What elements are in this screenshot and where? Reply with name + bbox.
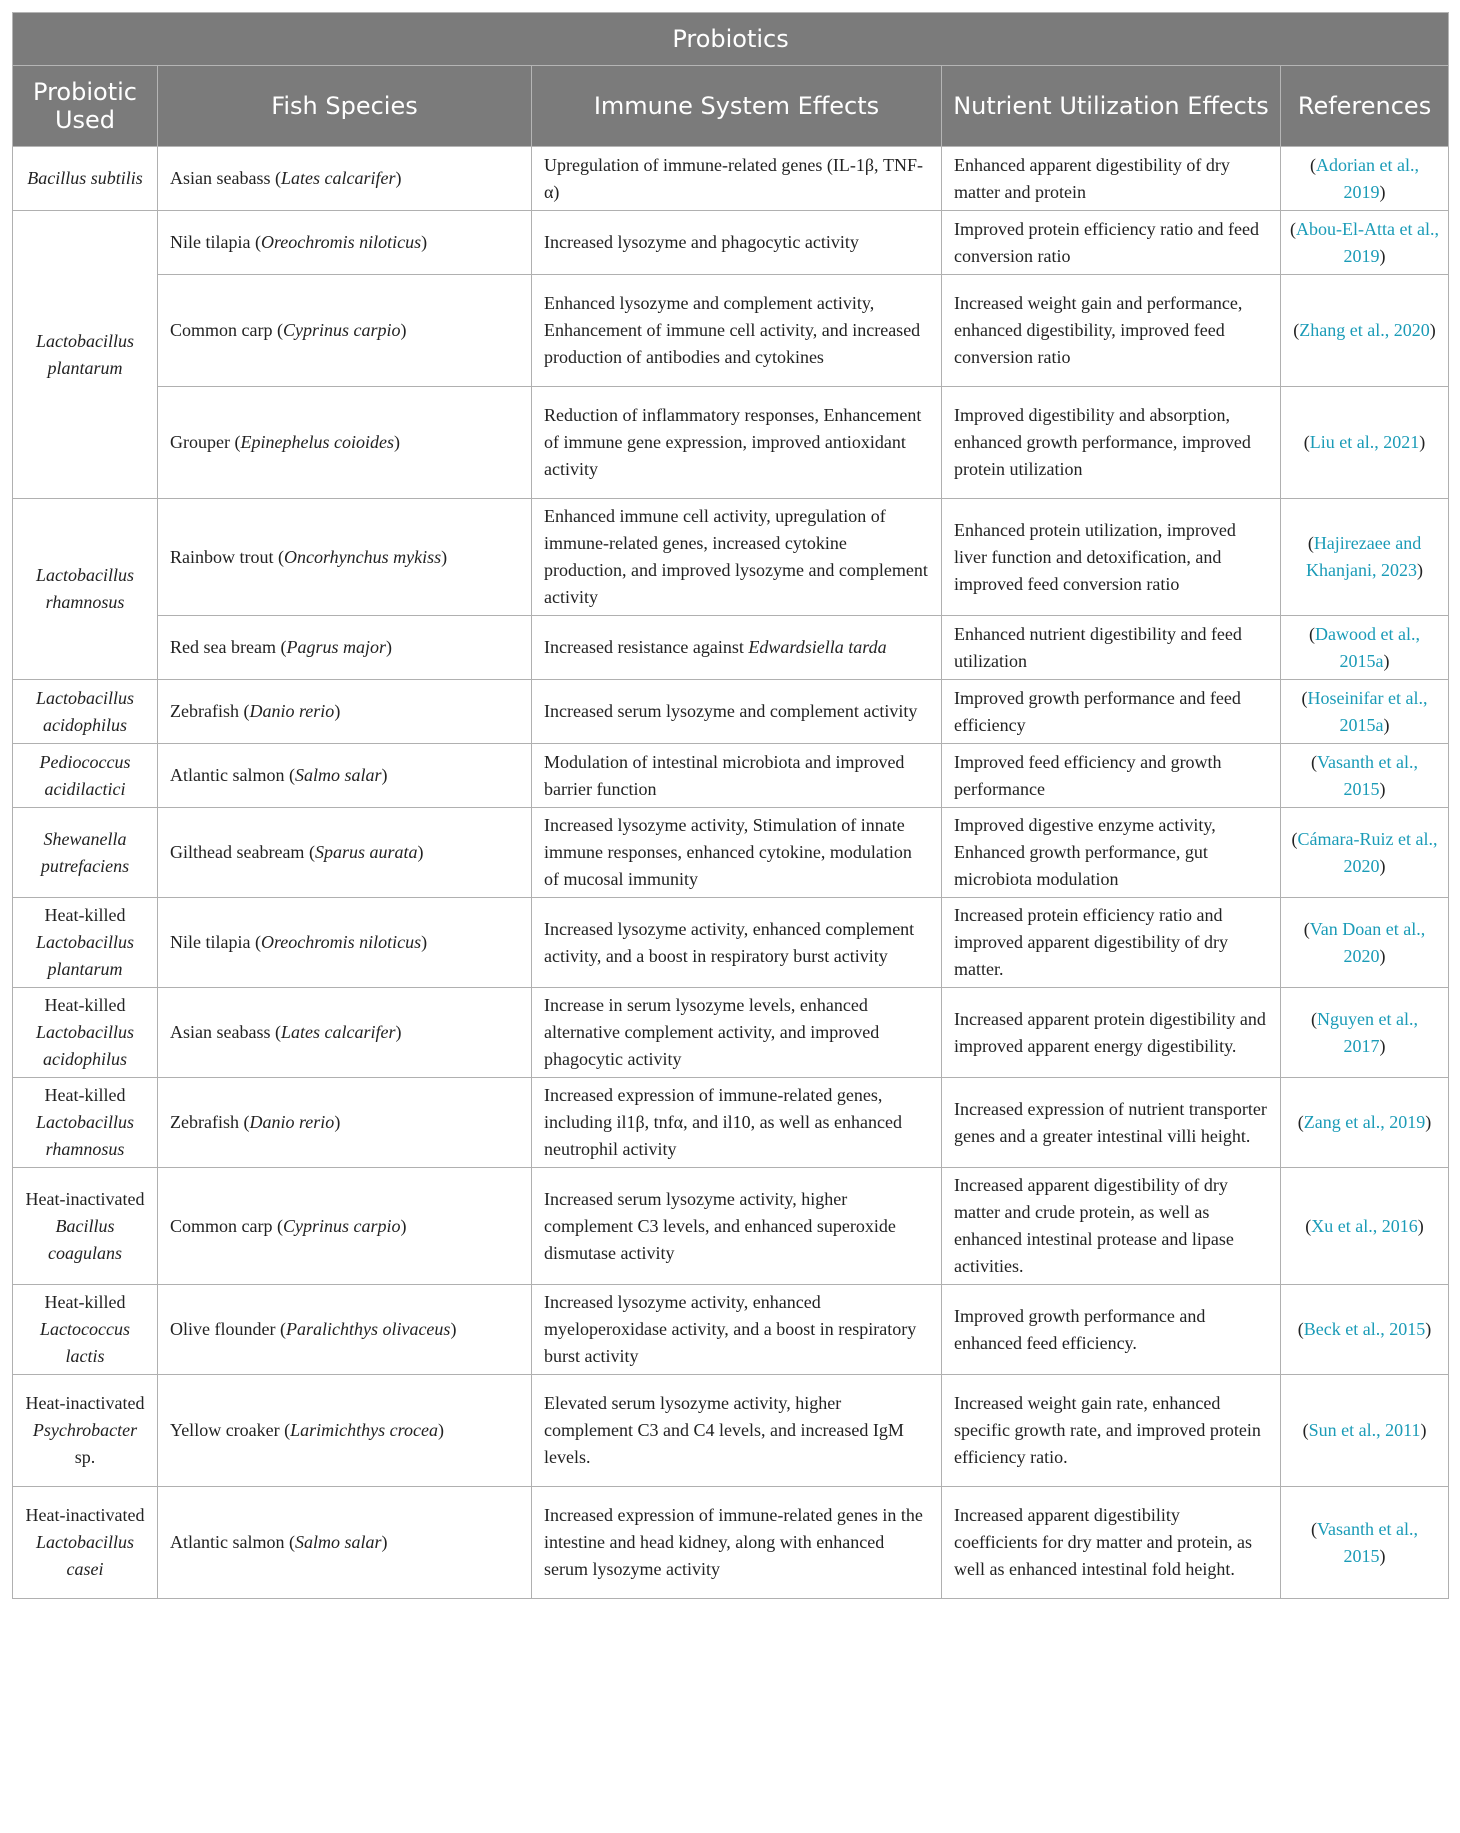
immune-text: Enhanced lysozyme and complement activity, Enhancement of immune cell activity, and increased production of antibodies and cytokines xyxy=(544,293,921,367)
immune-effects-cell xyxy=(532,499,942,616)
reference-paren-open: ( xyxy=(1309,623,1316,644)
reference-link[interactable]: Hoseinifar et al., 2015a xyxy=(1307,687,1428,735)
reference-link[interactable]: Zang et al., 2019 xyxy=(1303,1112,1426,1132)
probiotic-name: Bacillus coagulans xyxy=(48,1215,122,1263)
header-references: References xyxy=(1281,66,1449,147)
reference-cell xyxy=(1281,616,1449,680)
fish-species-cell xyxy=(158,275,532,387)
species-common: Zebrafish ( xyxy=(170,1112,250,1132)
probiotic-cell xyxy=(13,680,158,744)
species-close: ) xyxy=(393,432,400,452)
species-common: Asian seabass ( xyxy=(170,1022,281,1042)
fish-species-cell xyxy=(158,1078,532,1168)
table-row xyxy=(13,1285,1449,1375)
immune-text: Increased serum lysozyme and complement activity xyxy=(544,701,918,721)
reference-cell xyxy=(1281,211,1449,275)
reference-link[interactable]: Sun et al., 2011 xyxy=(1308,1420,1421,1440)
species-latin: Epinephelus coioides xyxy=(240,432,394,452)
immune-text: Increased lysozyme activity, enhanced myeloperoxidase activity, and a boost in respiratory burst activity xyxy=(544,1292,917,1366)
species-close: ) xyxy=(381,765,388,785)
reference-cell xyxy=(1281,680,1449,744)
immune-effects-cell xyxy=(532,1487,942,1599)
probiotic-cell xyxy=(13,499,158,680)
species-common: Olive flounder ( xyxy=(170,1319,286,1339)
species-common: Atlantic salmon ( xyxy=(170,765,295,785)
probiotic-prefix: Heat-inactivated xyxy=(25,1188,145,1209)
reference-paren-open: ( xyxy=(1307,533,1314,553)
table-row xyxy=(13,680,1449,744)
reference-paren-close: ) xyxy=(1417,560,1424,580)
reference-link[interactable]: Xu et al., 2016 xyxy=(1311,1215,1418,1236)
reference-link[interactable]: Hajirezaee and Khanjani, 2023 xyxy=(1306,533,1422,580)
reference-paren-close: ) xyxy=(1425,1319,1432,1339)
probiotic-cell xyxy=(13,211,158,499)
probiotic-name: Psychrobacter xyxy=(32,1420,138,1440)
species-latin: Sparus aurata xyxy=(314,842,418,862)
immune-text: Increased lysozyme activity, enhanced complement activity, and a boost in respiratory burst activity xyxy=(544,918,915,966)
table-row xyxy=(13,744,1449,808)
reference-paren-close: ) xyxy=(1425,1112,1432,1132)
reference-link[interactable]: Vasanth et al., 2015 xyxy=(1317,751,1419,799)
reference-link[interactable]: Adorian et al., 2019 xyxy=(1316,154,1420,202)
probiotics-table xyxy=(12,12,1449,1599)
immune-effects-cell xyxy=(532,1375,942,1487)
reference-paren-close: ) xyxy=(1420,1420,1427,1440)
nutrient-effects-cell: Improved digestibility and absorption, enhanced growth performance, improved protein utilization xyxy=(942,387,1281,499)
nutrient-effects-cell: Improved protein efficiency ratio and feed conversion ratio xyxy=(942,211,1281,275)
species-common: Red sea bream ( xyxy=(170,637,287,657)
nutrient-effects-cell: Increased weight gain and performance, enhanced digestibility, improved feed conversion ratio xyxy=(942,275,1281,387)
immune-effects-cell xyxy=(532,616,942,680)
immune-text: Increase in serum lysozyme levels, enhanced alternative complement activity, and improved phagocytic activity xyxy=(544,995,880,1069)
reference-paren-open: ( xyxy=(1311,1008,1318,1029)
reference-paren-close: ) xyxy=(1379,245,1386,266)
species-common: Common carp ( xyxy=(170,320,283,340)
probiotic-cell xyxy=(13,1285,158,1375)
reference-paren-close: ) xyxy=(1379,1545,1386,1566)
nutrient-effects-cell: Enhanced nutrient digestibility and feed utilization xyxy=(942,616,1281,680)
immune-text: Enhanced immune cell activity, upregulation of immune-related genes, increased cytokine production, and improved lysozyme and complement activity xyxy=(544,506,928,607)
probiotic-name: Bacillus subtilis xyxy=(27,168,143,188)
reference-cell xyxy=(1281,499,1449,616)
reference-cell xyxy=(1281,744,1449,808)
probiotic-name: Lactobacillus casei xyxy=(36,1532,134,1579)
probiotic-name: Lactobacillus acidophilus xyxy=(36,1022,134,1069)
species-close: ) xyxy=(421,232,428,252)
reference-paren-close: ) xyxy=(1419,432,1426,452)
species-latin: Oncorhynchus mykiss xyxy=(284,546,442,567)
species-close: ) xyxy=(400,320,407,340)
immune-effects-cell xyxy=(532,147,942,211)
species-latin: Cyprinus carpio xyxy=(282,1215,401,1236)
reference-paren-open: ( xyxy=(1297,1112,1304,1132)
reference-paren-close: ) xyxy=(1379,1035,1386,1056)
fish-species-cell xyxy=(158,1285,532,1375)
species-common: Atlantic salmon ( xyxy=(170,1532,295,1552)
nutrient-effects-cell: Increased apparent protein digestibility and improved apparent energy digestibility. xyxy=(942,988,1281,1078)
reference-link[interactable]: Dawood et al., 2015a xyxy=(1315,623,1421,671)
reference-cell xyxy=(1281,898,1449,988)
immune-text: Reduction of inflammatory responses, Enhancement of immune gene expression, improved antioxidant activity xyxy=(544,405,922,479)
probiotics-table-container xyxy=(12,12,1448,1599)
reference-paren-open: ( xyxy=(1293,320,1300,340)
species-latin: Lates calcarifer xyxy=(280,1022,396,1042)
table-body xyxy=(13,147,1449,1599)
immune-text: Modulation of intestinal microbiota and improved barrier function xyxy=(544,751,905,799)
reference-paren-close: ) xyxy=(1379,945,1386,966)
reference-paren-close: ) xyxy=(1379,855,1386,876)
species-close: ) xyxy=(381,1532,388,1552)
species-latin: Oreochromis niloticus xyxy=(260,232,422,252)
reference-link[interactable]: Nguyen et al., 2017 xyxy=(1317,1008,1419,1056)
immune-text: Increased lysozyme activity, Stimulation of innate immune responses, enhanced cytokine, modulation of mucosal immunity xyxy=(544,815,912,889)
table-row xyxy=(13,616,1449,680)
reference-paren-open: ( xyxy=(1303,918,1310,939)
nutrient-effects-cell: Improved digestive enzyme activity, Enhanced growth performance, gut microbiota modulation xyxy=(942,808,1281,898)
species-latin: Salmo salar xyxy=(294,765,382,785)
immune-text: Increased expression of immune-related genes, including il1β, tnfα, and il10, as well as enhanced neutrophil activity xyxy=(544,1085,903,1159)
reference-cell xyxy=(1281,147,1449,211)
species-close: ) xyxy=(450,1319,457,1339)
nutrient-effects-cell: Increased apparent digestibility of dry matter and crude protein, as well as enhanced intestinal protease and lipase activities. xyxy=(942,1168,1281,1285)
species-close: ) xyxy=(437,1420,444,1440)
probiotic-name: Lactobacillus rhamnosus xyxy=(36,1112,134,1159)
immune-effects-cell xyxy=(532,988,942,1078)
species-close: ) xyxy=(441,546,448,567)
immune-text: Increased resistance against xyxy=(544,637,749,657)
immune-effects-cell xyxy=(532,744,942,808)
table-row xyxy=(13,275,1449,387)
immune-text: Elevated serum lysozyme activity, higher complement C3 and C4 levels, and increased IgM levels. xyxy=(544,1393,904,1467)
species-latin: Danio rerio xyxy=(249,1112,335,1132)
probiotic-prefix: Heat-killed xyxy=(44,995,126,1015)
reference-paren-open: ( xyxy=(1302,1420,1309,1440)
species-common: Rainbow trout ( xyxy=(170,546,284,567)
table-row xyxy=(13,499,1449,616)
immune-text: Increased expression of immune-related genes in the intestine and head kidney, along with enhanced serum lysozyme activity xyxy=(544,1505,923,1579)
reference-paren-open: ( xyxy=(1291,828,1298,849)
reference-paren-open: ( xyxy=(1305,1215,1312,1236)
immune-text: Increased serum lysozyme activity, higher complement C3 levels, and enhanced superoxide dismutase activity xyxy=(544,1188,896,1263)
species-latin: Paralichthys olivaceus xyxy=(285,1319,451,1339)
table-title-row xyxy=(13,13,1449,66)
probiotic-cell xyxy=(13,147,158,211)
reference-paren-close: ) xyxy=(1383,650,1390,671)
probiotic-name: Lactobacillus acidophilus xyxy=(36,687,134,735)
table-row xyxy=(13,1168,1449,1285)
probiotic-cell xyxy=(13,1487,158,1599)
immune-effects-cell xyxy=(532,680,942,744)
probiotic-prefix: Heat-inactivated xyxy=(25,1393,145,1413)
species-close: ) xyxy=(334,1112,341,1132)
nutrient-effects-cell: Increased weight gain rate, enhanced specific growth rate, and improved protein efficiency ratio. xyxy=(942,1375,1281,1487)
immune-text: Upregulation of immune-related genes (IL-1β, TNF-α) xyxy=(544,154,924,202)
table-row xyxy=(13,808,1449,898)
probiotic-cell xyxy=(13,1078,158,1168)
fish-species-cell xyxy=(158,147,532,211)
reference-paren-close: ) xyxy=(1383,714,1390,735)
species-latin: Lates calcarifer xyxy=(280,168,396,188)
nutrient-effects-cell: Enhanced apparent digestibility of dry matter and protein xyxy=(942,147,1281,211)
probiotic-suffix: sp. xyxy=(74,1447,96,1467)
fish-species-cell xyxy=(158,680,532,744)
immune-effects-cell xyxy=(532,1168,942,1285)
reference-link[interactable]: Cámara-Ruiz et al., 2020 xyxy=(1297,828,1438,876)
reference-link[interactable]: Van Doan et al., 2020 xyxy=(1309,918,1426,966)
reference-cell xyxy=(1281,387,1449,499)
reference-paren-close: ) xyxy=(1417,1215,1424,1236)
species-close: ) xyxy=(395,1022,402,1042)
reference-link[interactable]: Vasanth et al., 2015 xyxy=(1317,1518,1419,1566)
fish-species-cell xyxy=(158,499,532,616)
species-latin: Danio rerio xyxy=(249,701,335,721)
immune-italic: Edwardsiella tarda xyxy=(748,637,887,657)
reference-cell xyxy=(1281,808,1449,898)
species-latin: Pagrus major xyxy=(286,637,386,657)
probiotic-cell xyxy=(13,808,158,898)
immune-effects-cell xyxy=(532,898,942,988)
fish-species-cell xyxy=(158,1487,532,1599)
table-row xyxy=(13,1487,1449,1599)
reference-paren-close: ) xyxy=(1379,181,1386,202)
reference-link[interactable]: Zhang et al., 2020 xyxy=(1299,320,1430,340)
probiotic-prefix: Heat-killed xyxy=(44,1085,126,1105)
species-latin: Salmo salar xyxy=(294,1532,382,1552)
species-common: Asian seabass ( xyxy=(170,168,281,188)
probiotic-name: Pediococcus acidilactici xyxy=(39,751,131,799)
probiotic-cell xyxy=(13,1168,158,1285)
reference-paren-open: ( xyxy=(1303,432,1310,452)
fish-species-cell xyxy=(158,898,532,988)
species-common: Common carp ( xyxy=(170,1215,283,1236)
reference-paren-open: ( xyxy=(1310,154,1317,175)
species-common: Nile tilapia ( xyxy=(170,932,261,952)
fish-species-cell xyxy=(158,616,532,680)
immune-effects-cell xyxy=(532,211,942,275)
header-immune-effects: Immune System Effects xyxy=(532,66,942,147)
fish-species-cell xyxy=(158,808,532,898)
table-row xyxy=(13,988,1449,1078)
species-common: Yellow croaker ( xyxy=(170,1420,291,1440)
fish-species-cell xyxy=(158,988,532,1078)
species-common: Grouper ( xyxy=(170,432,241,452)
immune-effects-cell xyxy=(532,1078,942,1168)
fish-species-cell xyxy=(158,1168,532,1285)
reference-paren-open: ( xyxy=(1301,687,1308,708)
reference-cell xyxy=(1281,1487,1449,1599)
species-latin: Oreochromis niloticus xyxy=(260,932,422,952)
probiotic-prefix: Heat-killed xyxy=(44,905,126,925)
probiotic-cell xyxy=(13,1375,158,1487)
species-common: Nile tilapia ( xyxy=(170,232,261,252)
probiotic-prefix: Heat-inactivated xyxy=(25,1505,145,1525)
nutrient-effects-cell: Improved growth performance and feed efficiency xyxy=(942,680,1281,744)
species-latin: Larimichthys crocea xyxy=(290,1420,438,1440)
species-close: ) xyxy=(385,637,392,657)
header-probiotic-used: Probiotic Used xyxy=(13,66,158,147)
immune-effects-cell xyxy=(532,808,942,898)
immune-text: Increased lysozyme and phagocytic activity xyxy=(544,232,859,252)
reference-cell xyxy=(1281,1168,1449,1285)
reference-paren-open: ( xyxy=(1311,1518,1318,1539)
species-close: ) xyxy=(400,1215,407,1236)
probiotic-name: Lactobacillus plantarum xyxy=(36,330,134,378)
table-header-row xyxy=(13,66,1449,147)
species-close: ) xyxy=(395,168,402,188)
probiotic-name: Lactococcus lactis xyxy=(40,1319,130,1366)
species-common: Gilthead seabream ( xyxy=(170,842,315,862)
nutrient-effects-cell: Increased apparent digestibility coefficients for dry matter and protein, as well as enhanced intestinal fold height. xyxy=(942,1487,1281,1599)
header-fish-species: Fish Species xyxy=(158,66,532,147)
species-latin: Cyprinus carpio xyxy=(282,320,401,340)
reference-paren-open: ( xyxy=(1290,218,1297,239)
reference-paren-open: ( xyxy=(1297,1319,1304,1339)
reference-link[interactable]: Abou-El-Atta et al., 2019 xyxy=(1296,218,1440,266)
probiotic-cell xyxy=(13,744,158,808)
reference-cell xyxy=(1281,1285,1449,1375)
nutrient-effects-cell: Improved feed efficiency and growth performance xyxy=(942,744,1281,808)
reference-link[interactable]: Liu et al., 2021 xyxy=(1309,432,1420,452)
reference-paren-close: ) xyxy=(1379,778,1386,799)
immune-effects-cell xyxy=(532,1285,942,1375)
probiotic-prefix: Heat-killed xyxy=(44,1292,126,1312)
nutrient-effects-cell: Enhanced protein utilization, improved liver function and detoxification, and improved feed conversion ratio xyxy=(942,499,1281,616)
nutrient-effects-cell: Increased protein efficiency ratio and improved apparent digestibility of dry matter. xyxy=(942,898,1281,988)
table-row xyxy=(13,211,1449,275)
fish-species-cell xyxy=(158,1375,532,1487)
nutrient-effects-cell: Improved growth performance and enhanced feed efficiency. xyxy=(942,1285,1281,1375)
probiotic-name: Lactobacillus plantarum xyxy=(36,932,134,979)
fish-species-cell xyxy=(158,211,532,275)
header-nutrient-effects: Nutrient Utilization Effects xyxy=(942,66,1281,147)
table-row xyxy=(13,1078,1449,1168)
species-close: ) xyxy=(417,842,424,862)
fish-species-cell xyxy=(158,744,532,808)
reference-paren-open: ( xyxy=(1311,751,1318,772)
reference-cell xyxy=(1281,275,1449,387)
fish-species-cell xyxy=(158,387,532,499)
probiotic-cell xyxy=(13,898,158,988)
table-row xyxy=(13,898,1449,988)
probiotic-name: Shewanella putrefaciens xyxy=(40,828,130,876)
reference-cell xyxy=(1281,1078,1449,1168)
immune-effects-cell xyxy=(532,387,942,499)
species-close: ) xyxy=(421,932,428,952)
species-common: Zebrafish ( xyxy=(170,701,250,721)
reference-link[interactable]: Beck et al., 2015 xyxy=(1303,1319,1426,1339)
table-row xyxy=(13,1375,1449,1487)
probiotic-name: Lactobacillus rhamnosus xyxy=(36,565,134,612)
species-close: ) xyxy=(334,701,341,721)
table-row xyxy=(13,147,1449,211)
table-title: Probiotics xyxy=(13,13,1449,66)
reference-cell xyxy=(1281,988,1449,1078)
reference-cell xyxy=(1281,1375,1449,1487)
immune-effects-cell xyxy=(532,275,942,387)
nutrient-effects-cell: Increased expression of nutrient transporter genes and a greater intestinal villi height. xyxy=(942,1078,1281,1168)
reference-paren-close: ) xyxy=(1429,320,1436,340)
probiotic-cell xyxy=(13,988,158,1078)
table-row xyxy=(13,387,1449,499)
